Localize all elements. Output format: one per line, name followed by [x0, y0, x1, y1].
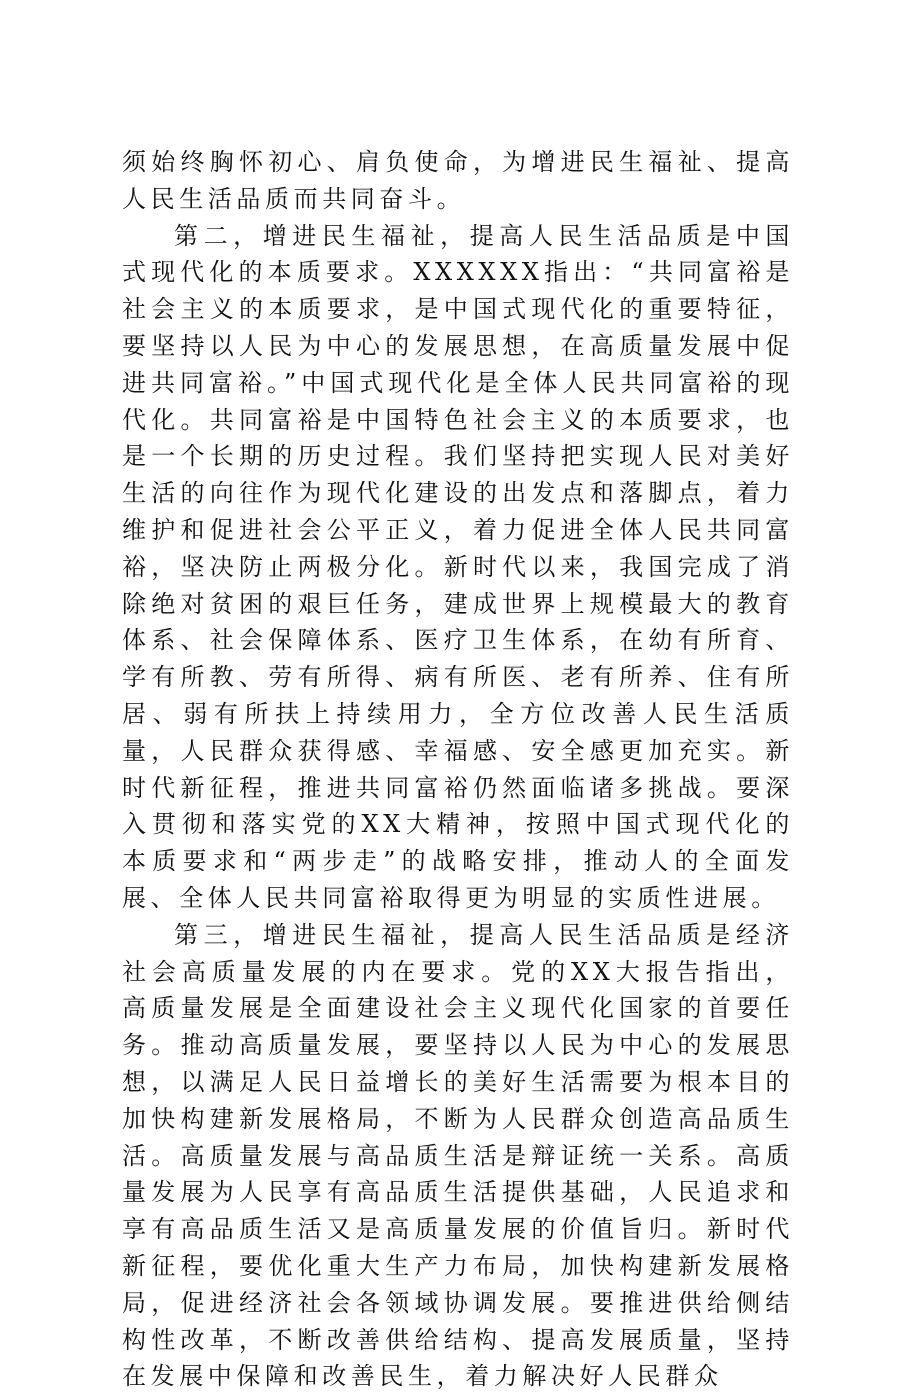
paragraph-third-point: 第三，增进民生福祉，提高人民生活品质是经济社会高质量发展的内在要求。党的XX大报告指出，高质量发展是全面建设社会主义现代化国家的首要任务。推动高质量发展，要坚持以人民为中心的发展思想，以满足人民日益增长的美好生活需要为根本目的加快构建新发展格局，不断为人民群众创造高品质生活。高质量发展与高品质生活是辩证统一关系。高质量发展为人民享有高品质生活提供基础，人民追求和享有高品质生活又是高质量发展的价值旨归。新时代新征程，要优化重大生产力布局，加快构建新发展格局，促进经济社会各领域协调发展。要推进供给侧结构性改革，不断改善供给结构、提高发展质量，坚持在发展中保障和改善民生，着力解决好人民群众	[122, 920, 794, 1391]
document-body	[122, 144, 794, 1395]
paragraph-second-point: 第二，增进民生福祉，提高人民生活品质是中国式现代化的本质要求。XXXXXX指出：“共同富裕是社会主义的本质要求，是中国式现代化的重要特征，要坚持以人民为中心的发展思想，在高质量发展中促进共同富裕。”中国式现代化是全体人民共同富裕的现代化。共同富裕是中国特色社会主义的本质要求，也是一个长期的历史过程。我们坚持把实现人民对美好生活的向往作为现代化建设的出发点和落脚点，着力维护和促进社会公平正义，着力促进全体人民共同富裕，坚决防止两极分化。新时代以来，我国完成了消除绝对贫困的艰巨任务，建成世界上规模最大的教育体系、社会保障体系、医疗卫生体系，在幼有所育、学有所教、劳有所得、病有所医、老有所养、住有所居、弱有所扶上持续用力，全方位改善人民生活质量，人民群众获得感、幸福感、安全感更加充实。新时代新征程，推进共同富裕仍然面临诸多挑战。要深入贯彻和落实党的XX大精神，按照中国式现代化的本质要求和“两步走”的战略安排，推动人的全面发展、全体人民共同富裕取得更为明显的实质性进展。	[122, 221, 794, 912]
paragraph-continuation: 须始终胸怀初心、肩负使命，为增进民生福祉、提高人民生活品质而共同奋斗。	[122, 148, 794, 213]
